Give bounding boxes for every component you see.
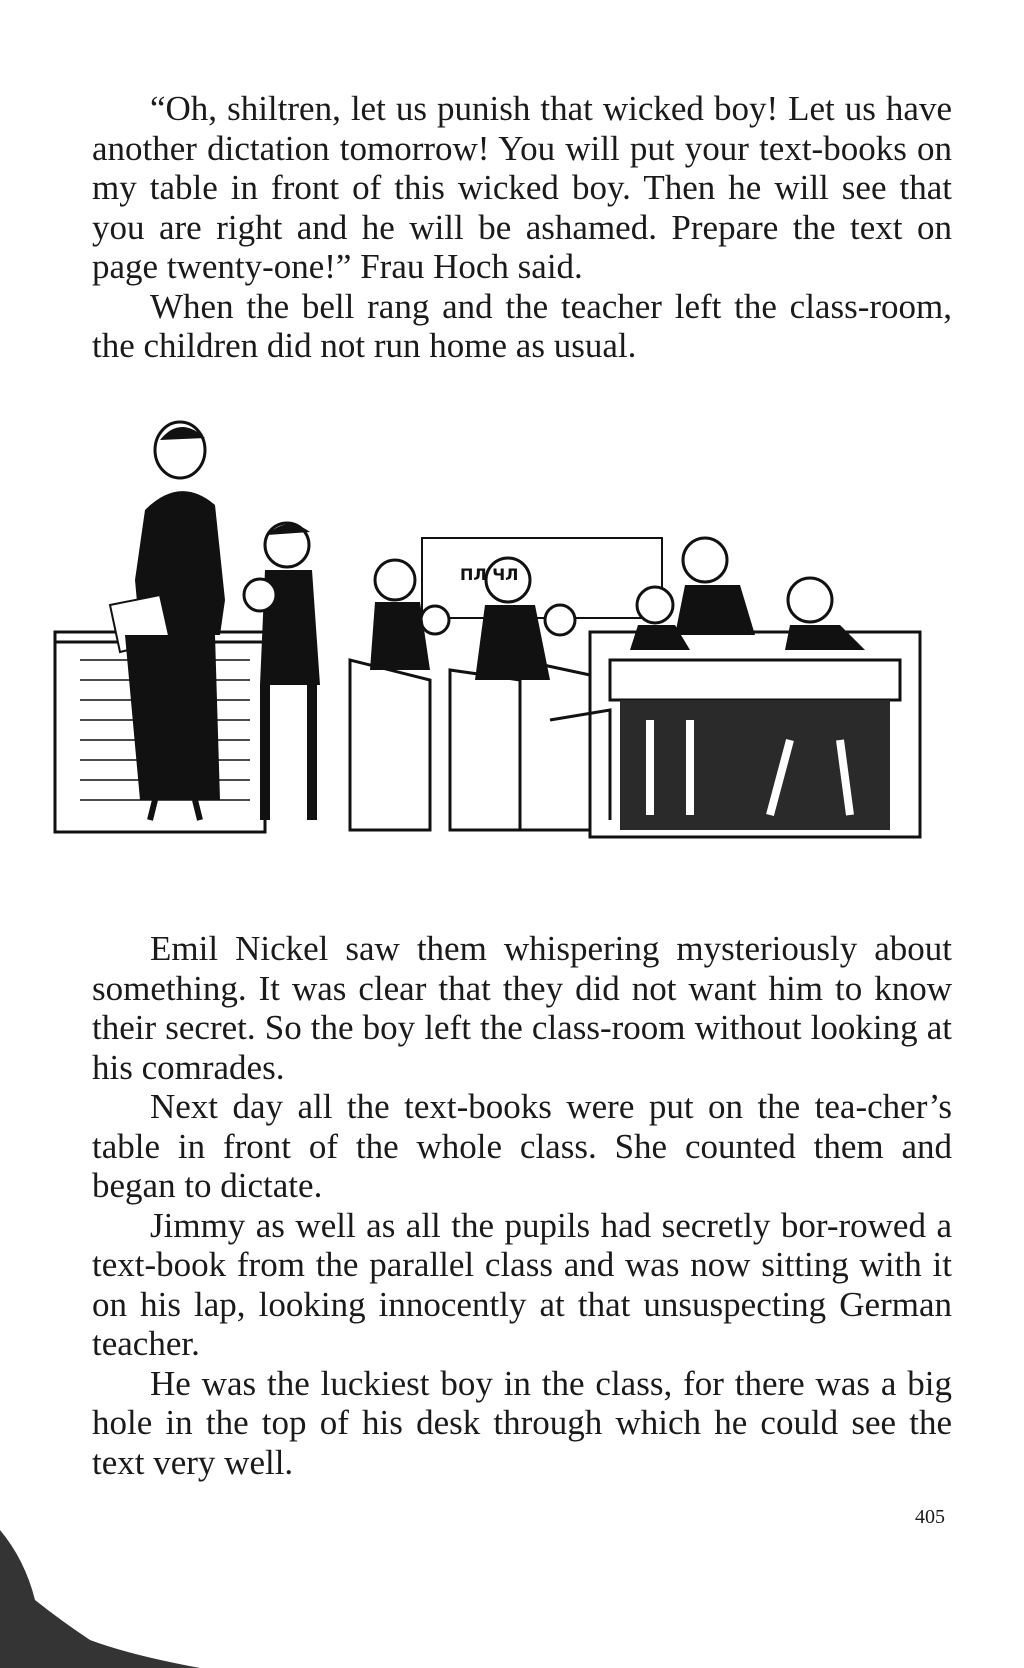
standing-boy-figure	[260, 523, 320, 820]
paragraph: “Oh, shiltren, let us punish that wicked boy! Let us have another dictation tomorrow! You will put your text-books on my table in front of this wicked boy. Then he will see that you are right and he will be ashamed. Prepare the text on page twenty-one!” Frau Hoch said.	[92, 89, 952, 286]
blackboard	[422, 538, 662, 618]
classroom-illustration	[50, 420, 980, 900]
paragraph: When the bell rang and the teacher left the class-room, the children did not run home as usual.	[92, 286, 952, 365]
ink-blot	[0, 1530, 200, 1668]
text-block-bottom	[92, 929, 952, 1482]
school-desks	[350, 660, 610, 830]
page-number: 405	[915, 1506, 945, 1528]
blackboard-text: ПЛ ЧЛ	[460, 565, 519, 584]
paragraph: He was the luckiest boy in the class, for there was a big hole in the top of his desk through which he could see the text very well.	[92, 1363, 952, 1482]
paragraph: Emil Nickel saw them whispering mysteriously about something. It was clear that they did not want him to know their secret. So the boy left the class-room without looking at his comrades.	[92, 929, 952, 1087]
paragraph: Next day all the text-books were put on the tea-cher’s table in front of the whole class. She counted them and began to dictate.	[92, 1087, 952, 1205]
text-block-top	[92, 89, 952, 366]
paragraph: Jimmy as well as all the pupils had secretly bor-rowed a text-book from the parallel class and was now sitting with it on his lap, looking innocently at that unsuspecting German teacher.	[92, 1205, 952, 1363]
